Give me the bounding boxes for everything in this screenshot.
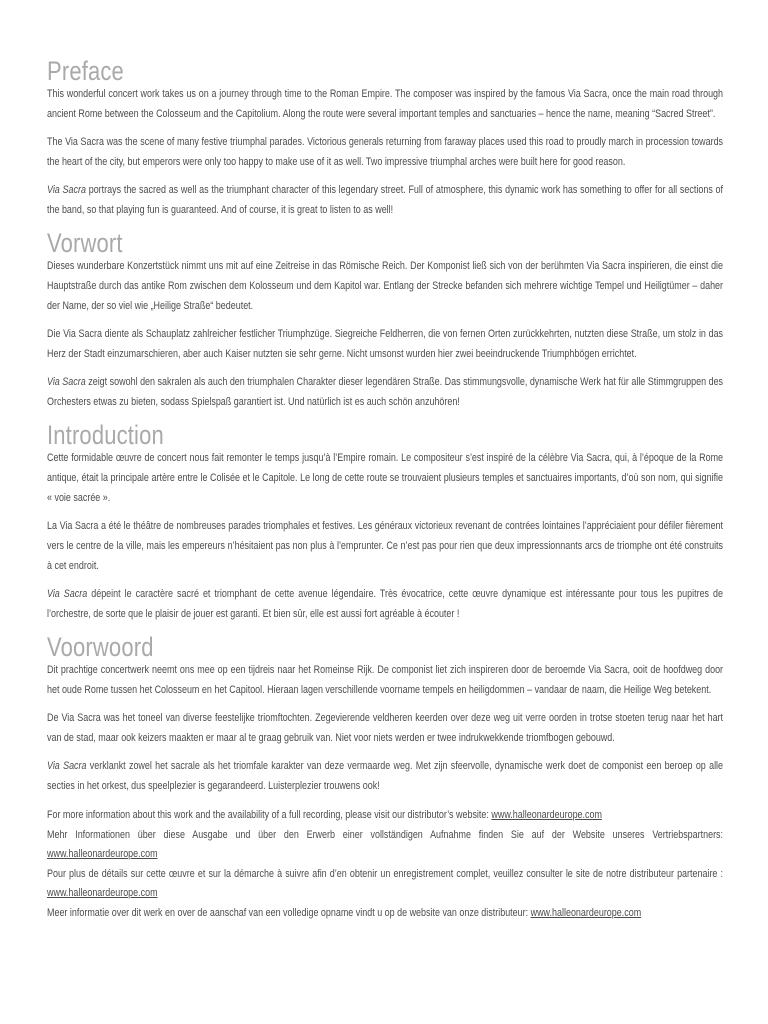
paragraph-text: zeigt sowohl den sakralen als auch den triumphalen Charakter dieser legendären Straße. Das stimmungsvolle, dynamische Werk hat für alle Stimmgruppen des Orchesters etwas zu bieten, sodass Spielspaß garantiert ist. Und natürlich ist es auch schön anzuhören! <box>47 376 724 408</box>
paragraph <box>47 180 723 220</box>
paragraph <box>47 660 723 700</box>
paragraph <box>47 708 723 748</box>
section-heading-introduction: Introduction <box>47 420 164 450</box>
paragraph-text: Dit prachtige concertwerk neemt ons mee op een tijdreis naar het Romeinse Rijk. De componist liet zich inspireren door de beroemde Via Sacra, ooit de hoofdweg door het oude Rome tussen het Colosseum en het Capitool. Hieraan lagen verschillende voorname tempels en heiligdommen – vandaar de naam, die Heilige Weg betekent. <box>47 664 724 696</box>
paragraph-text: dépeint le caractère sacré et triomphant de cette avenue légendaire. Très évocatrice, cette œuvre dynamique est intéressante pour tous les pupitres de l’orchestre, de sorte que le plaisir de jouer est garanti. Et bien sûr, elle est aussi fort agréable à écouter ! <box>47 588 724 620</box>
section-preface-en <box>47 58 723 220</box>
paragraph <box>47 324 723 364</box>
paragraph-text: De Via Sacra was het toneel van diverse feestelijke triomftochten. Zegevierende veldheren keerden over deze weg uit verre oorden in trotse stoeten terug naar het hart van de stad, maar ook keizers maakten er maar al te graag gebruik van. Niet voor niets werden er twee indrukwekkende triomfbogen gebouwd. <box>47 712 724 744</box>
distributor-info <box>47 806 723 923</box>
paragraph <box>47 448 723 508</box>
section-heading-preface: Preface <box>47 56 124 86</box>
paragraph <box>47 516 723 576</box>
via-sacra-title-italic: Via Sacra <box>47 184 86 196</box>
section-heading-vorwort: Vorwort <box>47 228 123 258</box>
footer-note-nl <box>47 904 723 924</box>
paragraph-text: Cette formidable œuvre de concert nous fait remonter le temps jusqu’à l’Empire romain. Le compositeur s’est inspiré de la célèbre Via Sacra, qui, à l’époque de la Rome antique, était la principale artère entre le Colisée et le Capitole. Le long de cette route se trouvaient plusieurs temples et sanctuaires importants, d’où son nom, qui signifie « voie sacrée ». <box>47 452 724 504</box>
via-sacra-title-italic: Via Sacra <box>47 760 87 772</box>
footer-text: Mehr Informationen über diese Ausgabe und über den Erwerb einer vollständigen Aufnahme finden Sie auf der Website unseres Vertriebspartners: <box>47 828 724 841</box>
paragraph <box>47 256 723 316</box>
paragraph-text: portrays the sacred as well as the triumphant character of this legendary street. Full of atmosphere, this dynamic work has something to offer for all sections of the band, so that playing fun is guaranteed. And of course, it is great to listen to as well! <box>47 184 724 216</box>
paragraph-text: La Via Sacra a été le théâtre de nombreuses parades triomphales et festives. Les généraux victorieux revenant de contrées lointaines l’appréciaient pour défiler fièrement vers le centre de la ville, mais les empereurs n’hésitaient pas non plus à l’emprunter. Ce n’est pas pour rien que deux impressionnants arcs de triomphe ont été construits à cet endroit. <box>47 520 724 572</box>
footer-note-fr <box>47 865 723 904</box>
footer-text: Meer informatie over dit werk en over de aanschaf van een volledige opname vindt u op de website van onze distributeur: <box>47 906 529 919</box>
via-sacra-title-italic: Via Sacra <box>47 588 88 600</box>
paragraph <box>47 756 723 796</box>
paragraph-text: Dieses wunderbare Konzertstück nimmt uns mit auf eine Zeitreise in das Römische Reich. Der Komponist ließ sich von der berühmten Via Sacra inspirieren, die einst die Hauptstraße durch das antike Rom zwischen dem Kolosseum und dem Kapitol war. Entlang der Strecke befanden sich mehrere wichtige Tempel und Heiligtümer – daher der Name, der so viel wie „Heilige Straße“ bedeutet. <box>47 260 724 312</box>
paragraph <box>47 372 723 412</box>
footer-text: Pour plus de détails sur cette œuvre et sur la démarche à suivre afin d’en obtenir un enregistrement complet, veuillez consulter le site de notre distributeur partenaire : <box>47 867 724 880</box>
section-vorwort-de <box>47 230 723 412</box>
paragraph-text: This wonderful concert work takes us on a journey through time to the Roman Empire. The composer was inspired by the famous Via Sacra, once the main road through ancient Rome between the Colosseum and the Capitolium. Along the route were several important temples and sanctuaries – hence the name, meaning “Sacred Street”. <box>47 88 724 120</box>
paragraph <box>47 132 723 172</box>
distributor-website-link[interactable]: www.halleonardeurope.com <box>47 848 158 860</box>
section-heading-voorwoord: Voorwoord <box>47 632 154 662</box>
footer-note-en <box>47 806 723 826</box>
footer-note-de <box>47 826 723 865</box>
footer-text: For more information about this work and the availability of a full recording, please visit our distributor’s website: <box>47 809 489 821</box>
paragraph-text: Die Via Sacra diente als Schauplatz zahlreicher festlicher Triumphzüge. Siegreiche Feldherren, die von fernen Orten zurückkehrten, nutzten diese Straße, um stolz in das Herz der Stadt einzumarschieren, aber auch Kaiser nutzten sie sehr gerne. Nicht umsonst wurden hier zwei beeindruckende Triumphbögen errichtet. <box>47 328 724 360</box>
via-sacra-title-italic: Via Sacra <box>47 376 86 388</box>
distributor-website-link[interactable]: www.halleonardeurope.com <box>47 887 158 899</box>
distributor-website-link[interactable]: www.halleonardeurope.com <box>491 809 602 821</box>
section-introduction-fr <box>47 422 723 624</box>
section-voorwoord-nl <box>47 634 723 796</box>
distributor-website-link[interactable]: www.halleonardeurope.com <box>530 906 642 919</box>
paragraph <box>47 84 723 124</box>
paragraph <box>47 584 723 624</box>
paragraph-text: The Via Sacra was the scene of many festive triumphal parades. Victorious generals returning from faraway places used this road to proudly march in procession towards the heart of the city, but emperors were only too happy to make use of it as well. Two impressive triumphal arches were built here for good reason. <box>47 136 724 168</box>
paragraph-text: verklankt zowel het sacrale als het triomfale karakter van deze vermaarde weg. Met zijn sfeervolle, dynamische werk doet de componist een beroep op alle secties in het orkest, dus speelplezier is gegarandeerd. Luisterplezier trouwens ook! <box>47 760 724 792</box>
page-content <box>47 58 723 923</box>
